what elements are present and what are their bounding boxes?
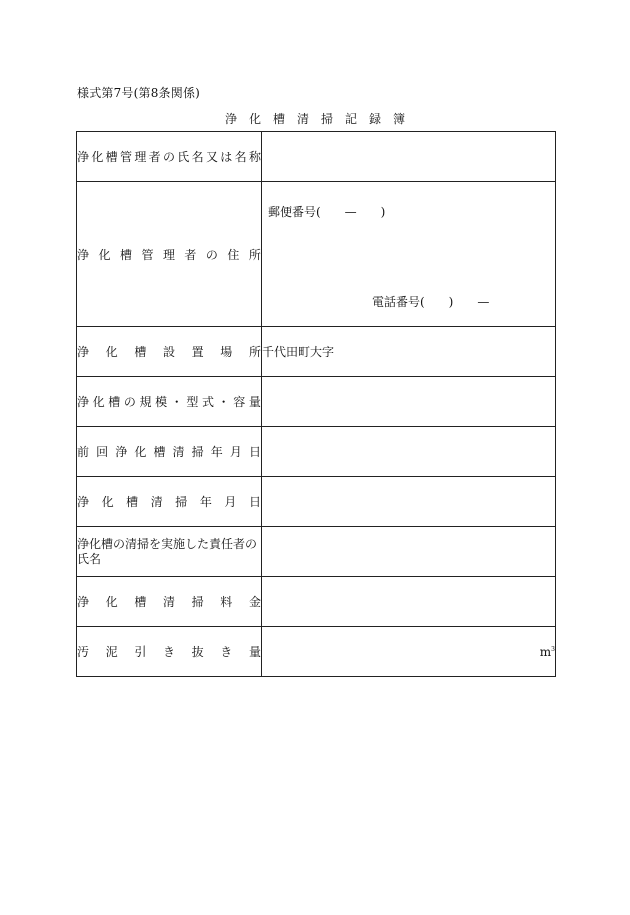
value-manager-name[interactable]: [262, 132, 556, 182]
form-number-note: 様式第7号(第8条関係): [77, 86, 201, 100]
value-manager-address[interactable]: [262, 182, 556, 327]
value-cleaning-fee[interactable]: [262, 577, 556, 627]
value-install-location[interactable]: 千代田町大字: [262, 327, 556, 377]
table-row: [77, 377, 556, 427]
phone-number-field[interactable]: 電話番号( ) —: [372, 295, 490, 309]
label-text: 浄 化 槽 清 掃 料 金: [77, 595, 261, 609]
table-row: [77, 132, 556, 182]
label-tank-spec: [77, 377, 262, 427]
label-install-location: [77, 327, 262, 377]
label-text: 前 回 浄 化 槽 清 掃 年 月 日: [77, 445, 261, 459]
label-previous-cleaning-date: [77, 427, 262, 477]
postal-code-field[interactable]: 郵便番号( — ): [268, 205, 386, 219]
table-row: [77, 427, 556, 477]
value-responsible-person[interactable]: [262, 527, 556, 577]
table-row: [77, 327, 556, 377]
value-cleaning-date[interactable]: [262, 477, 556, 527]
table-row: [77, 627, 556, 677]
value-previous-cleaning-date[interactable]: [262, 427, 556, 477]
value-tank-spec[interactable]: [262, 377, 556, 427]
record-table: [76, 131, 556, 677]
label-responsible-person: 浄化槽の清掃を実施した責任者の氏名: [77, 527, 262, 577]
label-text: 浄 化 槽 設 置 場 所: [77, 345, 261, 359]
document-title: 浄化槽清掃記録簿: [224, 112, 417, 126]
label-text: 浄 化 槽 管 理 者 の 住 所: [77, 247, 261, 262]
table-row: [77, 182, 556, 327]
label-manager-name: [77, 132, 262, 182]
label-text: 浄 化 槽 管 理 者 の 氏 名 又 は 名 称: [77, 150, 261, 164]
table-row: [77, 577, 556, 627]
label-text: 浄 化 槽 清 掃 年 月 日: [77, 495, 261, 509]
table-row: [77, 527, 556, 577]
label-text: 浄 化 槽 の 規 模 ・ 型 式 ・ 容 量: [77, 395, 261, 409]
unit-label: $m^3$: [539, 644, 555, 659]
label-cleaning-date: [77, 477, 262, 527]
label-text: 汚 泥 引 き 抜 き 量: [77, 645, 261, 659]
label-cleaning-fee: [77, 577, 262, 627]
label-sludge-amount: [77, 627, 262, 677]
value-sludge-amount[interactable]: [262, 627, 556, 677]
table-row: [77, 477, 556, 527]
label-manager-address: [77, 182, 262, 327]
